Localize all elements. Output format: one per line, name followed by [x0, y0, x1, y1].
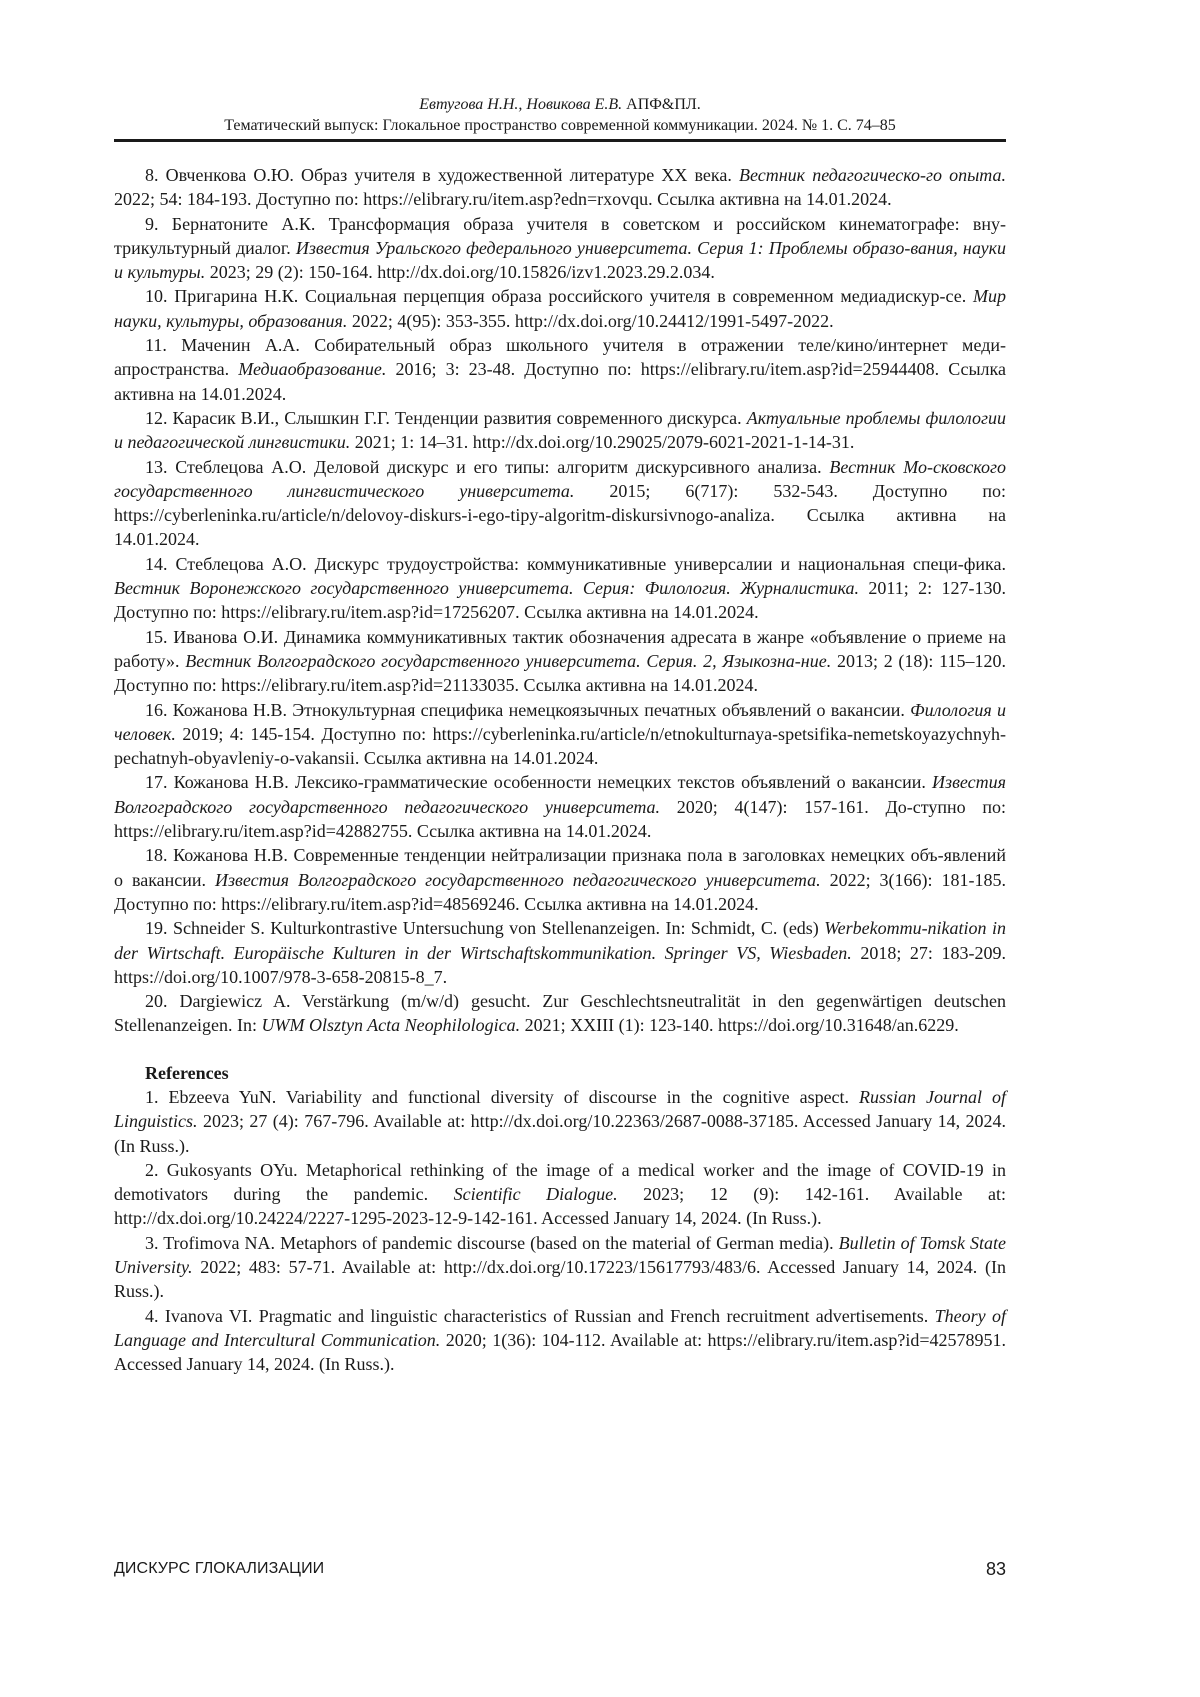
header-rule [114, 139, 1006, 142]
references-russian [114, 163, 1006, 1038]
reference-source-title: Мир науки, культуры, образования. [114, 286, 1006, 331]
reference-text: 14. Стеблецова А.О. Дискурс трудоустройства: коммуникативные универсалии и национальная специ-фика. [145, 553, 1006, 574]
reference-text: 11. Маченин А.А. Собирательный образ школьного учителя в отражении теле/кино/интернет меди-апространства. [114, 335, 1006, 380]
reference-entry [114, 625, 1006, 698]
reference-text: 2013; 2 (18): 115–120. Доступно по: https://elibrary.ru/item.asp?id=21133035. Ссылка активна на 14.01.2024. [114, 650, 1006, 696]
reference-text: 17. Кожанова Н.В. Лексико-грамматические особенности немецких текстов объявлений о вакансии. [145, 772, 933, 793]
reference-entry [114, 989, 1006, 1038]
reference-entry [114, 455, 1006, 552]
header-authors-line [114, 94, 1006, 115]
header-journal-abbr: АПФ&ПЛ. [622, 96, 701, 113]
reference-text: 20. Dargiewicz A. Verstärkung (m/w/d) gesucht. Zur Geschlechtsneutralität in den gegenwärtigen deutschen Stellenanzeigen. In: [114, 991, 1006, 1036]
reference-text: 4. Ivanova VI. Pragmatic and linguistic characteristics of Russian and French recruitment advertisements. [145, 1305, 935, 1326]
footer-journal-name: ДИСКУРС ГЛОКАЛИЗАЦИИ [114, 1560, 325, 1577]
reference-text: 16. Кожанова Н.В. Этнокультурная специфика немецкоязычных печатных объявлений о вакансии. [145, 699, 911, 720]
references-heading: References [145, 1062, 229, 1083]
reference-source-title: Scientific Dialogue. [453, 1184, 618, 1205]
reference-source-title: Филология и человек. [114, 699, 1006, 744]
reference-entry [114, 770, 1006, 843]
reference-source-title: Известия Волгоградского государственного педагогического университета. [215, 869, 821, 890]
reference-entry [114, 1085, 1006, 1158]
reference-source-title: Известия Волгоградского государственного педагогического университета. [114, 772, 1006, 817]
reference-entry [114, 552, 1006, 625]
reference-text: 2022; 483: 57-71. Available at: http://dx.doi.org/10.17223/15617793/483/6. Accessed January 14, 2024. (In Russ.). [114, 1257, 1006, 1302]
reference-text: 2018; 27: 183-209. https://doi.org/10.1007/978-3-658-20815-8_7. [114, 942, 1006, 987]
reference-text: 2022; 4(95): 353-355. http://dx.doi.org/10.24412/1991-5497-2022. [347, 310, 834, 331]
reference-entry [114, 284, 1006, 333]
reference-entry [114, 406, 1006, 455]
page-number: 83 [985, 1559, 1006, 1579]
reference-text: 2015; 6(717): 532-543. Доступно по: https://cyberleninka.ru/article/n/delovoy-diskurs-i-ego-tipy-algoritm-diskursivnogo-analiza. Ссылка активна на 14.01.2024. [114, 480, 1006, 550]
reference-source-title: Медиаобразование. [238, 359, 387, 380]
reference-entry [114, 843, 1006, 916]
reference-entry [114, 212, 1006, 285]
reference-entry [114, 1304, 1006, 1377]
reference-entry [114, 698, 1006, 771]
reference-source-title: Bulletin of Tomsk State University. [114, 1232, 1006, 1278]
reference-text: 2011; 2: 127-130. Доступно по: https://elibrary.ru/item.asp?id=17256207. Ссылка активна на 14.01.2024. [114, 578, 1006, 623]
reference-text: 3. Trofimova NA. Metaphors of pandemic discourse (based on the material of German media). [145, 1232, 839, 1253]
reference-text: 2020; 1(36): 104-112. Available at: https://elibrary.ru/item.asp?id=42578951. Accessed January 14, 2024. (In Russ.). [114, 1329, 1006, 1375]
reference-entry [114, 163, 1006, 212]
reference-source-title: UWM Olsztyn Acta Neophilologica. [261, 1015, 521, 1036]
references-english [114, 1085, 1006, 1377]
reference-text: 2021; XXIII (1): 123-140. https://doi.org/10.31648/an.6229. [520, 1015, 959, 1036]
reference-text: 18. Кожанова Н.В. Современные тенденции нейтрализации признака пола в заголовках немецких объ-явлений о вакансии. [114, 845, 1006, 890]
reference-source-title: Вестник Мо-сковского государственного лингвистического университета. [114, 456, 1006, 501]
reference-source-title: Актуальные проблемы филологии и педагогической лингвистики. [114, 407, 1006, 453]
reference-text: 12. Карасик В.И., Слышкин Г.Г. Тенденции развития современного дискурса. [145, 407, 747, 428]
reference-text: 2020; 4(147): 157-161. До-ступно по: https://elibrary.ru/item.asp?id=42882755. Ссылка активна на 14.01.2024. [114, 796, 1006, 842]
reference-source-title: Вестник Воронежского государственного университета. Серия: Филология. Журналистика. [114, 578, 860, 599]
reference-text: 9. Бернатоните А.К. Трансформация образа учителя в советском и российском кинематографе: вну-трикультурный диалог. [114, 213, 1006, 258]
reference-text: 10. Пригарина Н.К. Социальная перцепция образа российского учителя в современном медиадискур-се. [145, 286, 973, 307]
reference-source-title: Werbekommu-nikation in der Wirtschaft. Europäische Kulturen in der Wirtschaftskommunikation. Springer VS, Wiesbaden. [114, 918, 1006, 963]
reference-text: 2023; 12 (9): 142-161. Available at: http://dx.doi.org/10.24224/2227-1295-2023-12-9-142-161. Accessed January 14, 2024. (In Russ.). [114, 1184, 1006, 1229]
reference-entry [114, 333, 1006, 406]
reference-source-title: Вестник Волгоградского государственного университета. Серия. 2, Языкозна-ние. [185, 650, 832, 671]
header-issue-line: Тематический выпуск: Глокальное пространство современной коммуникации. 2024. № 1. С. 74–85 [224, 117, 896, 134]
reference-text: 2023; 29 (2): 150-164. http://dx.doi.org/10.15826/izv1.2023.29.2.034. [205, 262, 715, 283]
reference-entry [114, 1158, 1006, 1231]
reference-text: 2022; 54: 184-193. Доступно по: https://elibrary.ru/item.asp?edn=rxovqu. Ссылка активна на 14.01.2024. [114, 189, 892, 210]
reference-text: 2. Gukosyants OYu. Metaphorical rethinking of the image of a medical worker and the image of COVID-19 in demotivators during the pandemic. [114, 1159, 1006, 1205]
reference-source-title: Russian Journal of Linguistics. [114, 1086, 1006, 1132]
reference-list [114, 163, 1006, 1377]
reference-source-title: Theory of Language and Intercultural Communication. [114, 1305, 1006, 1350]
reference-text: 2021; 1: 14–31. http://dx.doi.org/10.29025/2079-6021-2021-1-14-31. [350, 432, 855, 453]
reference-text: 2019; 4: 145-154. Доступно по: https://cyberleninka.ru/article/n/etnokulturnaya-spetsifika-nemetskoyazychnyh-pechatnyh-obyavleniy-o-vakansii. Ссылка активна на 14.01.2024. [114, 723, 1006, 769]
reference-text: 1. Ebzeeva YuN. Variability and functional diversity of discourse in the cognitive aspect. [145, 1086, 860, 1107]
reference-text: 2016; 3: 23-48. Доступно по: https://elibrary.ru/item.asp?id=25944408. Ссылка активна на 14.01.2024. [114, 359, 1006, 404]
running-header [114, 94, 1006, 136]
reference-entry [114, 1231, 1006, 1304]
reference-text: 19. Schneider S. Kulturkontrastive Untersuchung von Stellenanzeigen. In: Schmidt, C. (eds) [145, 918, 825, 939]
reference-text: 8. Овченкова О.Ю. Образ учителя в художественной литературе XX века. [145, 165, 739, 185]
reference-text: 13. Стеблецова А.О. Деловой дискурс и его типы: алгоритм дискурсивного анализа. [145, 456, 830, 477]
reference-text: 2023; 27 (4): 767-796. Available at: http://dx.doi.org/10.22363/2687-0088-37185. Accessed January 14, 2024. (In Russ.). [114, 1111, 1006, 1156]
header-authors: Евтугова Н.Н., Новикова Е.В. [419, 96, 623, 113]
reference-text: 2022; 3(166): 181-185. Доступно по: https://elibrary.ru/item.asp?id=48569246. Ссылка активна на 14.01.2024. [114, 869, 1006, 914]
reference-source-title: Известия Уральского федерального университета. Серия 1: Проблемы образо-вания, науки и культуры. [114, 237, 1006, 283]
reference-entry [114, 916, 1006, 989]
reference-text: 15. Иванова О.И. Динамика коммуникативных тактик обозначения адресата в жанре «объявление о приеме на работу». [114, 626, 1006, 671]
reference-source-title: Вестник педагогическо-го опыта. [738, 165, 1006, 185]
